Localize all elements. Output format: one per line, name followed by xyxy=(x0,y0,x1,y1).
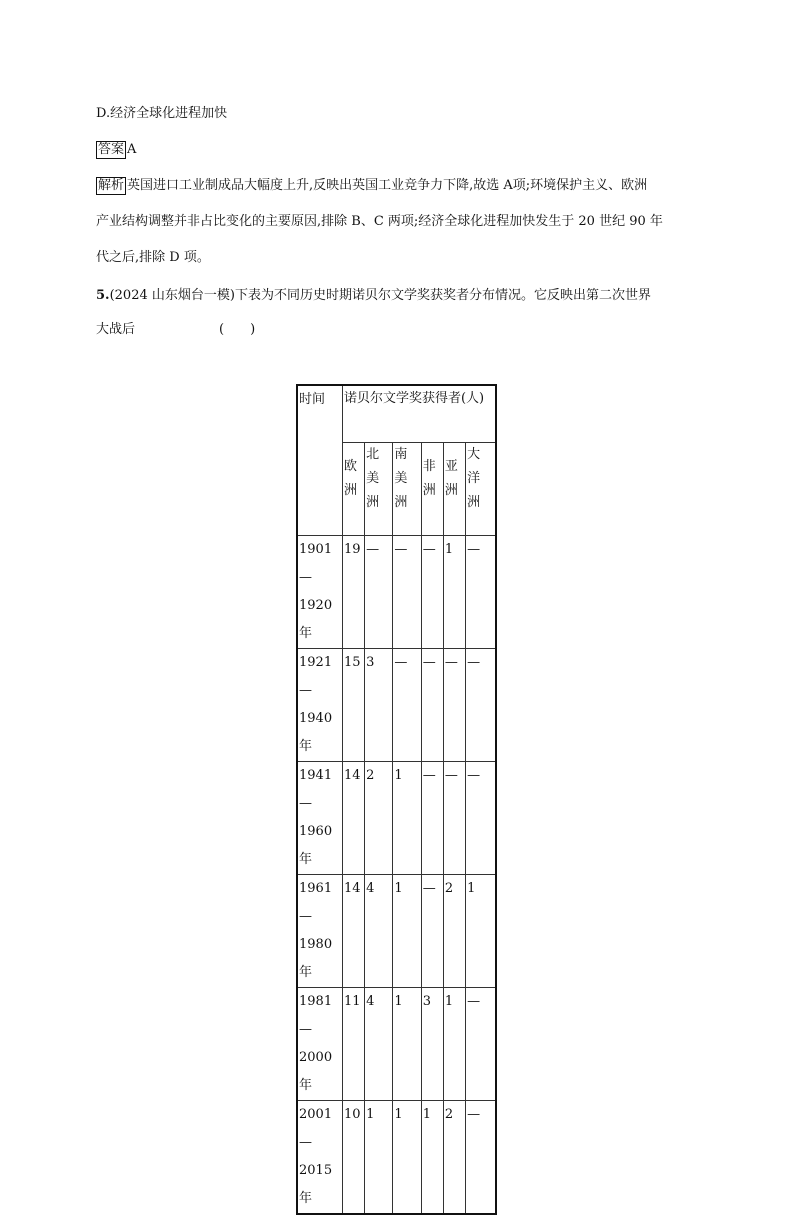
value-cell: — xyxy=(443,762,465,875)
period-part: 2015 xyxy=(299,1163,333,1178)
value-cell: 3 xyxy=(421,988,443,1101)
period-cell xyxy=(297,875,342,988)
value-cell: — xyxy=(466,649,496,762)
value-cell: 1 xyxy=(393,988,421,1101)
value-cell: 1 xyxy=(443,988,465,1101)
period-part: 1920 xyxy=(299,598,333,613)
period-part: 年 xyxy=(299,739,313,754)
value-cell: — xyxy=(466,988,496,1101)
period-part: 1921— xyxy=(299,655,333,698)
answer-blank: ( ) xyxy=(219,322,256,337)
table-row xyxy=(297,762,496,875)
value-cell: 11 xyxy=(342,988,364,1101)
region-header xyxy=(421,443,443,536)
value-cell: — xyxy=(421,762,443,875)
region-header xyxy=(443,443,465,536)
period-part: 1941— xyxy=(299,768,333,811)
region-char: 南 xyxy=(394,447,408,462)
answer-line xyxy=(96,140,136,160)
value-cell: — xyxy=(365,536,393,649)
region-header xyxy=(393,443,421,536)
region-char: 洋 xyxy=(467,471,481,486)
time-header: 时间 xyxy=(297,385,342,536)
value-cell: — xyxy=(393,536,421,649)
value-cell: — xyxy=(393,649,421,762)
period-part: 1981— xyxy=(299,994,333,1037)
value-cell: 3 xyxy=(365,649,393,762)
value-cell: — xyxy=(421,536,443,649)
period-cell xyxy=(297,536,342,649)
question-line-1 xyxy=(96,286,651,306)
region-char: 美 xyxy=(366,471,380,486)
period-cell xyxy=(297,1101,342,1215)
period-cell xyxy=(297,988,342,1101)
period-part: 2001— xyxy=(299,1107,333,1150)
region-char: 洲 xyxy=(444,483,458,498)
region-char: 北 xyxy=(366,447,380,462)
table-row xyxy=(297,875,496,988)
value-cell: 2 xyxy=(443,1101,465,1215)
value-cell: 10 xyxy=(342,1101,364,1215)
question-line-2 xyxy=(96,320,255,340)
value-cell: 4 xyxy=(365,988,393,1101)
value-cell: — xyxy=(466,1101,496,1215)
table-row xyxy=(297,988,496,1101)
value-cell: 1 xyxy=(393,1101,421,1215)
analysis-text-1: 英国进口工业制成品大幅度上升,反映出英国工业竞争力下降,故选 A项;环境保护主义、欧洲 xyxy=(127,178,648,193)
period-part: 2000 xyxy=(299,1050,333,1065)
region-char: 洲 xyxy=(343,483,357,498)
table-row xyxy=(297,1101,496,1215)
analysis-line-2: 产业结构调整并非占比变化的主要原因,排除 B、C 两项;经济全球化进程加快发生于 20 世纪 90 年 xyxy=(96,214,663,229)
answer-value: A xyxy=(127,142,137,157)
region-header xyxy=(342,443,364,536)
region-char: 非 xyxy=(422,459,436,474)
period-cell xyxy=(297,762,342,875)
analysis-line-1 xyxy=(96,176,647,196)
region-char: 洲 xyxy=(467,495,481,510)
value-cell: 19 xyxy=(342,536,364,649)
period-part: 1960 xyxy=(299,824,333,839)
value-cell: — xyxy=(466,536,496,649)
period-part: 年 xyxy=(299,1078,313,1093)
value-cell: 2 xyxy=(365,762,393,875)
value-cell: 1 xyxy=(393,762,421,875)
period-part: 1980 xyxy=(299,937,333,952)
value-cell: — xyxy=(421,649,443,762)
value-cell: 4 xyxy=(365,875,393,988)
value-cell: — xyxy=(466,762,496,875)
value-cell: 1 xyxy=(365,1101,393,1215)
table-row xyxy=(297,649,496,762)
answer-tag: 答案 xyxy=(98,142,125,157)
period-cell xyxy=(297,649,342,762)
period-part: 年 xyxy=(299,965,313,980)
value-cell: 14 xyxy=(342,875,364,988)
winners-header: 诺贝尔文学奖获得者(人) xyxy=(342,385,496,443)
value-cell: 1 xyxy=(393,875,421,988)
value-cell: 1 xyxy=(443,536,465,649)
region-char: 洲 xyxy=(394,495,408,510)
region-char: 美 xyxy=(394,471,408,486)
period-part: 1940 xyxy=(299,711,333,726)
value-cell: — xyxy=(421,875,443,988)
question-text-2: 大战后 xyxy=(96,322,136,337)
period-part: 1901— xyxy=(299,542,333,585)
value-cell: 14 xyxy=(342,762,364,875)
question-number: 5. xyxy=(96,288,110,303)
value-cell: 1 xyxy=(466,875,496,988)
value-cell: 15 xyxy=(342,649,364,762)
analysis-line-3: 代之后,排除 D 项。 xyxy=(96,250,210,265)
value-cell: 1 xyxy=(421,1101,443,1215)
region-char: 大 xyxy=(467,447,481,462)
analysis-tag: 解析 xyxy=(98,178,125,193)
region-char: 欧 xyxy=(343,459,357,474)
table-row xyxy=(297,536,496,649)
region-header xyxy=(365,443,393,536)
question-text-1: (2024 山东烟台一模)下表为不同历史时期诺贝尔文学奖获奖者分布情况。它反映出第二次世界 xyxy=(109,288,651,303)
value-cell: 2 xyxy=(443,875,465,988)
value-cell: — xyxy=(443,649,465,762)
region-char: 亚 xyxy=(444,459,458,474)
nobel-table xyxy=(296,384,497,1215)
region-char: 洲 xyxy=(422,483,436,498)
period-part: 年 xyxy=(299,1191,313,1206)
option-d: D.经济全球化进程加快 xyxy=(96,106,228,121)
region-char: 洲 xyxy=(366,495,380,510)
region-header xyxy=(466,443,496,536)
period-part: 年 xyxy=(299,626,313,641)
period-part: 1961— xyxy=(299,881,333,924)
period-part: 年 xyxy=(299,852,313,867)
